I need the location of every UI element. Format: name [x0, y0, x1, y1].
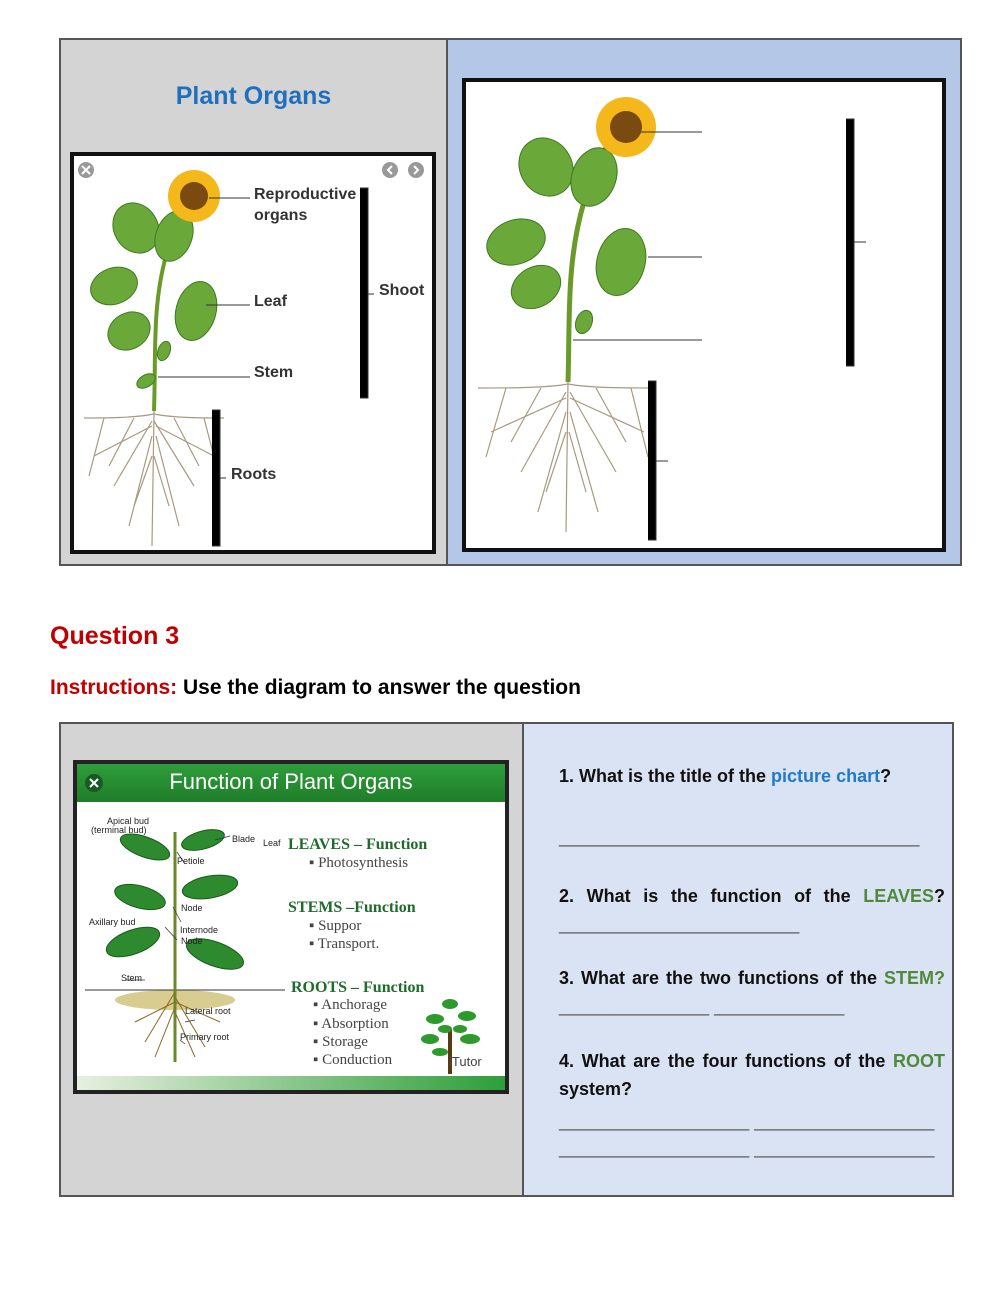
function-slide — [73, 760, 509, 1094]
label-petiole: Petiole — [177, 856, 205, 866]
stems-function-heading: STEMS –Function — [288, 899, 416, 916]
question-table — [59, 722, 954, 1197]
roots-function-item: ▪ Storage — [313, 1034, 368, 1050]
labeled-plant-diagram — [70, 152, 436, 554]
question-4: 4. What are the four functions of the ROOT system? — [559, 1051, 945, 1099]
instructions-label: Instructions: — [50, 676, 178, 699]
questions-cell — [524, 724, 952, 1195]
answer-line-4b[interactable]: ___________________ __________________ — [559, 1138, 935, 1158]
question-heading: Question 3 — [50, 622, 180, 650]
label-reproductive: Reproductive — [254, 186, 357, 203]
roots-function-heading: ROOTS – Function — [291, 979, 425, 996]
label-node-1: Node — [181, 903, 203, 913]
label-apical-bud: Apical bud — [107, 816, 150, 826]
labeled-diagram-cell — [61, 40, 448, 564]
leaves-function-heading: LEAVES – Function — [288, 836, 428, 853]
close-icon[interactable] — [78, 162, 94, 178]
label-leaf-small: Leaf — [263, 838, 281, 848]
leaves-function-item: ▪ Photosynthesis — [309, 855, 409, 871]
plant-illustration — [74, 156, 432, 550]
answer-line-1[interactable]: ____________________________________ — [559, 827, 920, 847]
chevron-left-icon[interactable] — [382, 162, 398, 178]
instructions-text: Use the diagram to answer the question — [183, 676, 581, 699]
label-roots: Roots — [231, 466, 277, 483]
question-2: 2. What is the function of the LEAVES? ________________________ — [559, 886, 945, 934]
label-stem: Stem — [254, 364, 294, 381]
answer-line-3[interactable]: _______________ _____________ — [559, 996, 845, 1016]
slide-header — [77, 764, 505, 802]
slide-title: Function of Plant Organs — [169, 769, 413, 794]
instructions — [50, 676, 581, 700]
label-lateral-root: Lateral root — [185, 1006, 231, 1016]
question-1: 1. What is the title of the picture chart? — [559, 766, 892, 786]
question-3: 3. What are the two functions of the STEM? _______________ _____________ — [559, 968, 945, 1016]
slide-footer-bar — [77, 1076, 505, 1090]
slide-cell — [61, 724, 524, 1195]
chevron-right-icon[interactable] — [408, 162, 424, 178]
label-terminal-bud: (terminal bud) — [91, 825, 147, 835]
label-primary-root: Primary root — [180, 1032, 230, 1042]
unlabeled-plant-diagram — [462, 78, 946, 552]
blank-plant-illustration — [466, 82, 942, 548]
roots-function-item: ▪ Conduction — [313, 1052, 393, 1068]
answer-line-2[interactable]: ________________________ — [559, 914, 800, 934]
sunflower-icon — [168, 170, 220, 222]
stems-function-item: ▪ Suppor — [309, 918, 362, 934]
label-stem-small: Stem — [121, 973, 143, 983]
label-blade: Blade — [232, 834, 256, 844]
label-organs: organs — [254, 207, 308, 224]
plant-parts-diagram — [85, 812, 285, 1062]
answer-line-4a[interactable]: ___________________ __________________ — [559, 1111, 935, 1131]
stems-function-item: ▪ Transport. — [309, 936, 380, 952]
label-leaf: Leaf — [254, 293, 287, 310]
label-shoot: Shoot — [379, 282, 425, 299]
label-axillary-bud: Axillary bud — [89, 917, 136, 927]
blank-diagram-cell — [448, 40, 960, 564]
page-title: Plant Organs — [175, 82, 332, 110]
roots-function-item: ▪ Absorption — [313, 1016, 389, 1032]
itutor-logo: iTutor — [449, 1054, 482, 1069]
label-node-2: Node — [181, 936, 203, 946]
plant-organs-table — [59, 38, 962, 566]
roots-function-item: ▪ Anchorage — [313, 997, 388, 1013]
label-internode: Internode — [180, 925, 219, 935]
